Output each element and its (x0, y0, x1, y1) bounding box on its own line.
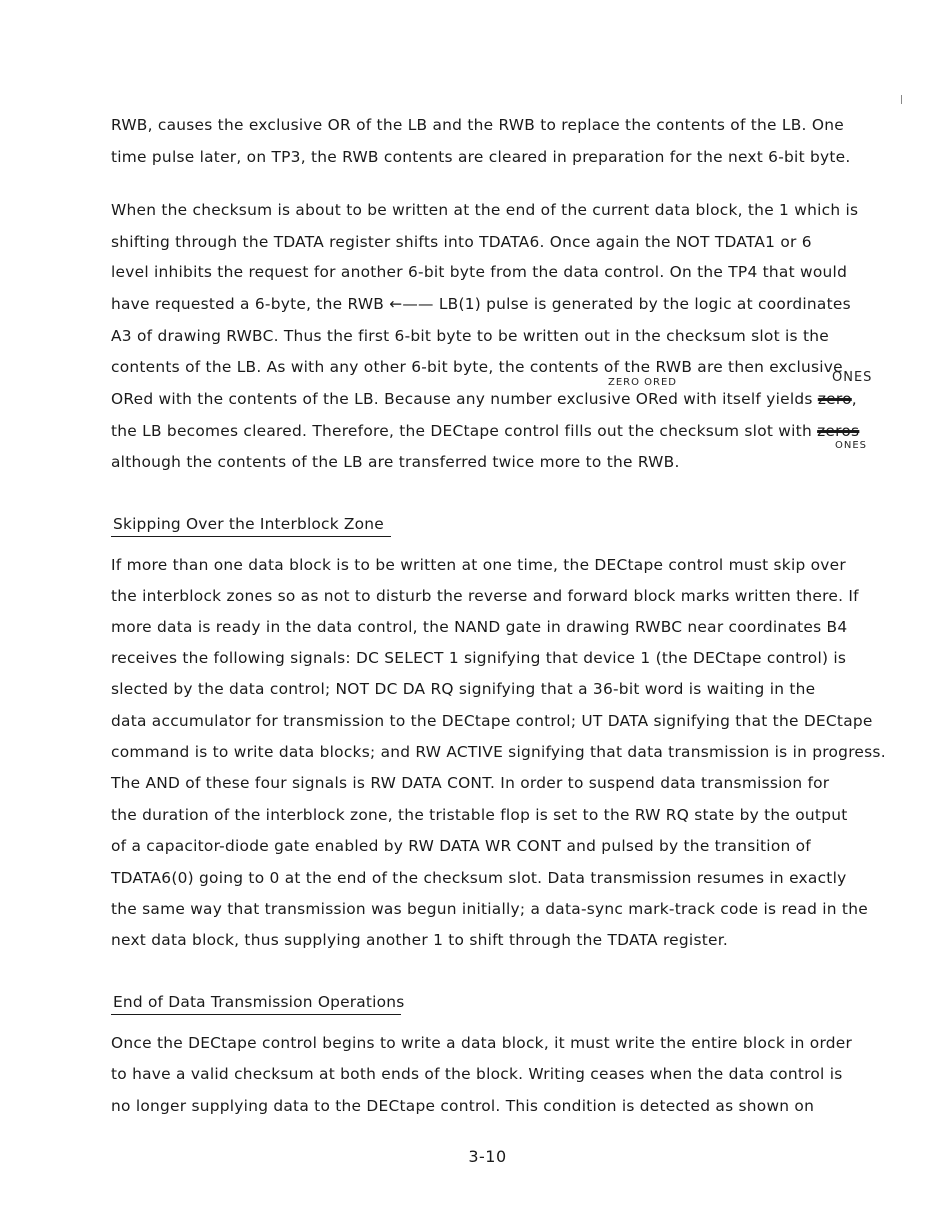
text-line: TDATA6(0) going to 0 at the end of the checksum slot. Data transmission resumes in exactly (111, 869, 847, 887)
text-line: If more than one data block is to be written at one time, the DECtape control must skip over (111, 556, 846, 574)
text-line: the interblock zones so as not to disturb the reverse and forward block marks written there. If (111, 587, 859, 605)
heading-underline (111, 536, 391, 537)
handwritten-insert-ones: ONES (832, 370, 873, 385)
text-line: although the contents of the LB are transferred twice more to the RWB. (111, 453, 680, 471)
text-line: next data block, thus supplying another 1 to shift through the TDATA register. (111, 931, 729, 949)
text-line: data accumulator for transmission to the DECtape control; UT DATA signifying that the DECtape (111, 712, 873, 730)
text-line: have requested a 6-byte, the RWB ←—— LB(1) pulse is generated by the logic at coordinates (111, 295, 851, 313)
heading-underline (111, 1014, 401, 1015)
text-line: The AND of these four signals is RW DATA CONT. In order to suspend data transmission for (111, 774, 830, 792)
text-line: command is to write data blocks; and RW ACTIVE signifying that data transmission is in progress. (111, 743, 886, 761)
text-line: When the checksum is about to be written at the end of the current data block, the 1 which is (111, 201, 859, 219)
text-line: level inhibits the request for another 6-bit byte from the data control. On the TP4 that would (111, 263, 848, 281)
text-line: receives the following signals: DC SELECT 1 signifying that device 1 (the DECtape control) is (111, 649, 847, 667)
text-line: no longer supplying data to the DECtape control. This condition is detected as shown on (111, 1097, 815, 1115)
text-line: time pulse later, on TP3, the RWB contents are cleared in preparation for the next 6-bit byte. (111, 148, 851, 166)
handwritten-insert-ones: ONES (835, 440, 868, 451)
page-number: 3-10 (468, 1147, 507, 1166)
text-line: contents of the LB. As with any other 6-bit byte, the contents of the RWB are then exclusive (111, 358, 843, 376)
text-line: A3 of drawing RWBC. Thus the first 6-bit byte to be written out in the checksum slot is the (111, 327, 829, 345)
text-line: of a capacitor-diode gate enabled by RW DATA WR CONT and pulsed by the transition of (111, 837, 811, 855)
text-line: RWB, causes the exclusive OR of the LB and the RWB to replace the contents of the LB. One (111, 116, 844, 134)
struck-word: zeros (817, 422, 860, 440)
text-line: shifting through the TDATA register shifts into TDATA6. Once again the NOT TDATA1 or 6 (111, 233, 812, 251)
text-line: the same way that transmission was begun initially; a data-sync mark-track code is read in the (111, 900, 868, 918)
text-segment: the LB becomes cleared. Therefore, the DECtape control fills out the checksum slot with (111, 422, 818, 440)
text-line: the duration of the interblock zone, the tristable flop is set to the RW RQ state by the output (111, 806, 848, 824)
text-line (111, 389, 857, 409)
struck-word: zero (817, 390, 852, 408)
text-line (111, 421, 859, 441)
text-line: slected by the data control; NOT DC DA RQ signifying that a 36-bit word is waiting in the (111, 680, 816, 698)
section-heading: Skipping Over the Interblock Zone (113, 515, 384, 533)
text-segment: ORed with the contents of the LB. Because any number exclusive ORed with itself yields (111, 390, 818, 408)
margin-mark (901, 95, 902, 104)
text-line: to have a valid checksum at both ends of the block. Writing ceases when the data control is (111, 1065, 843, 1083)
text-line: Once the DECtape control begins to write a data block, it must write the entire block in order (111, 1034, 853, 1052)
text-line: more data is ready in the data control, the NAND gate in drawing RWBC near coordinates B4 (111, 618, 848, 636)
section-heading: End of Data Transmission Operations (113, 993, 405, 1011)
text-segment: , (851, 390, 857, 408)
handwritten-insert-zero-ored: ZERO ORED (608, 377, 678, 388)
